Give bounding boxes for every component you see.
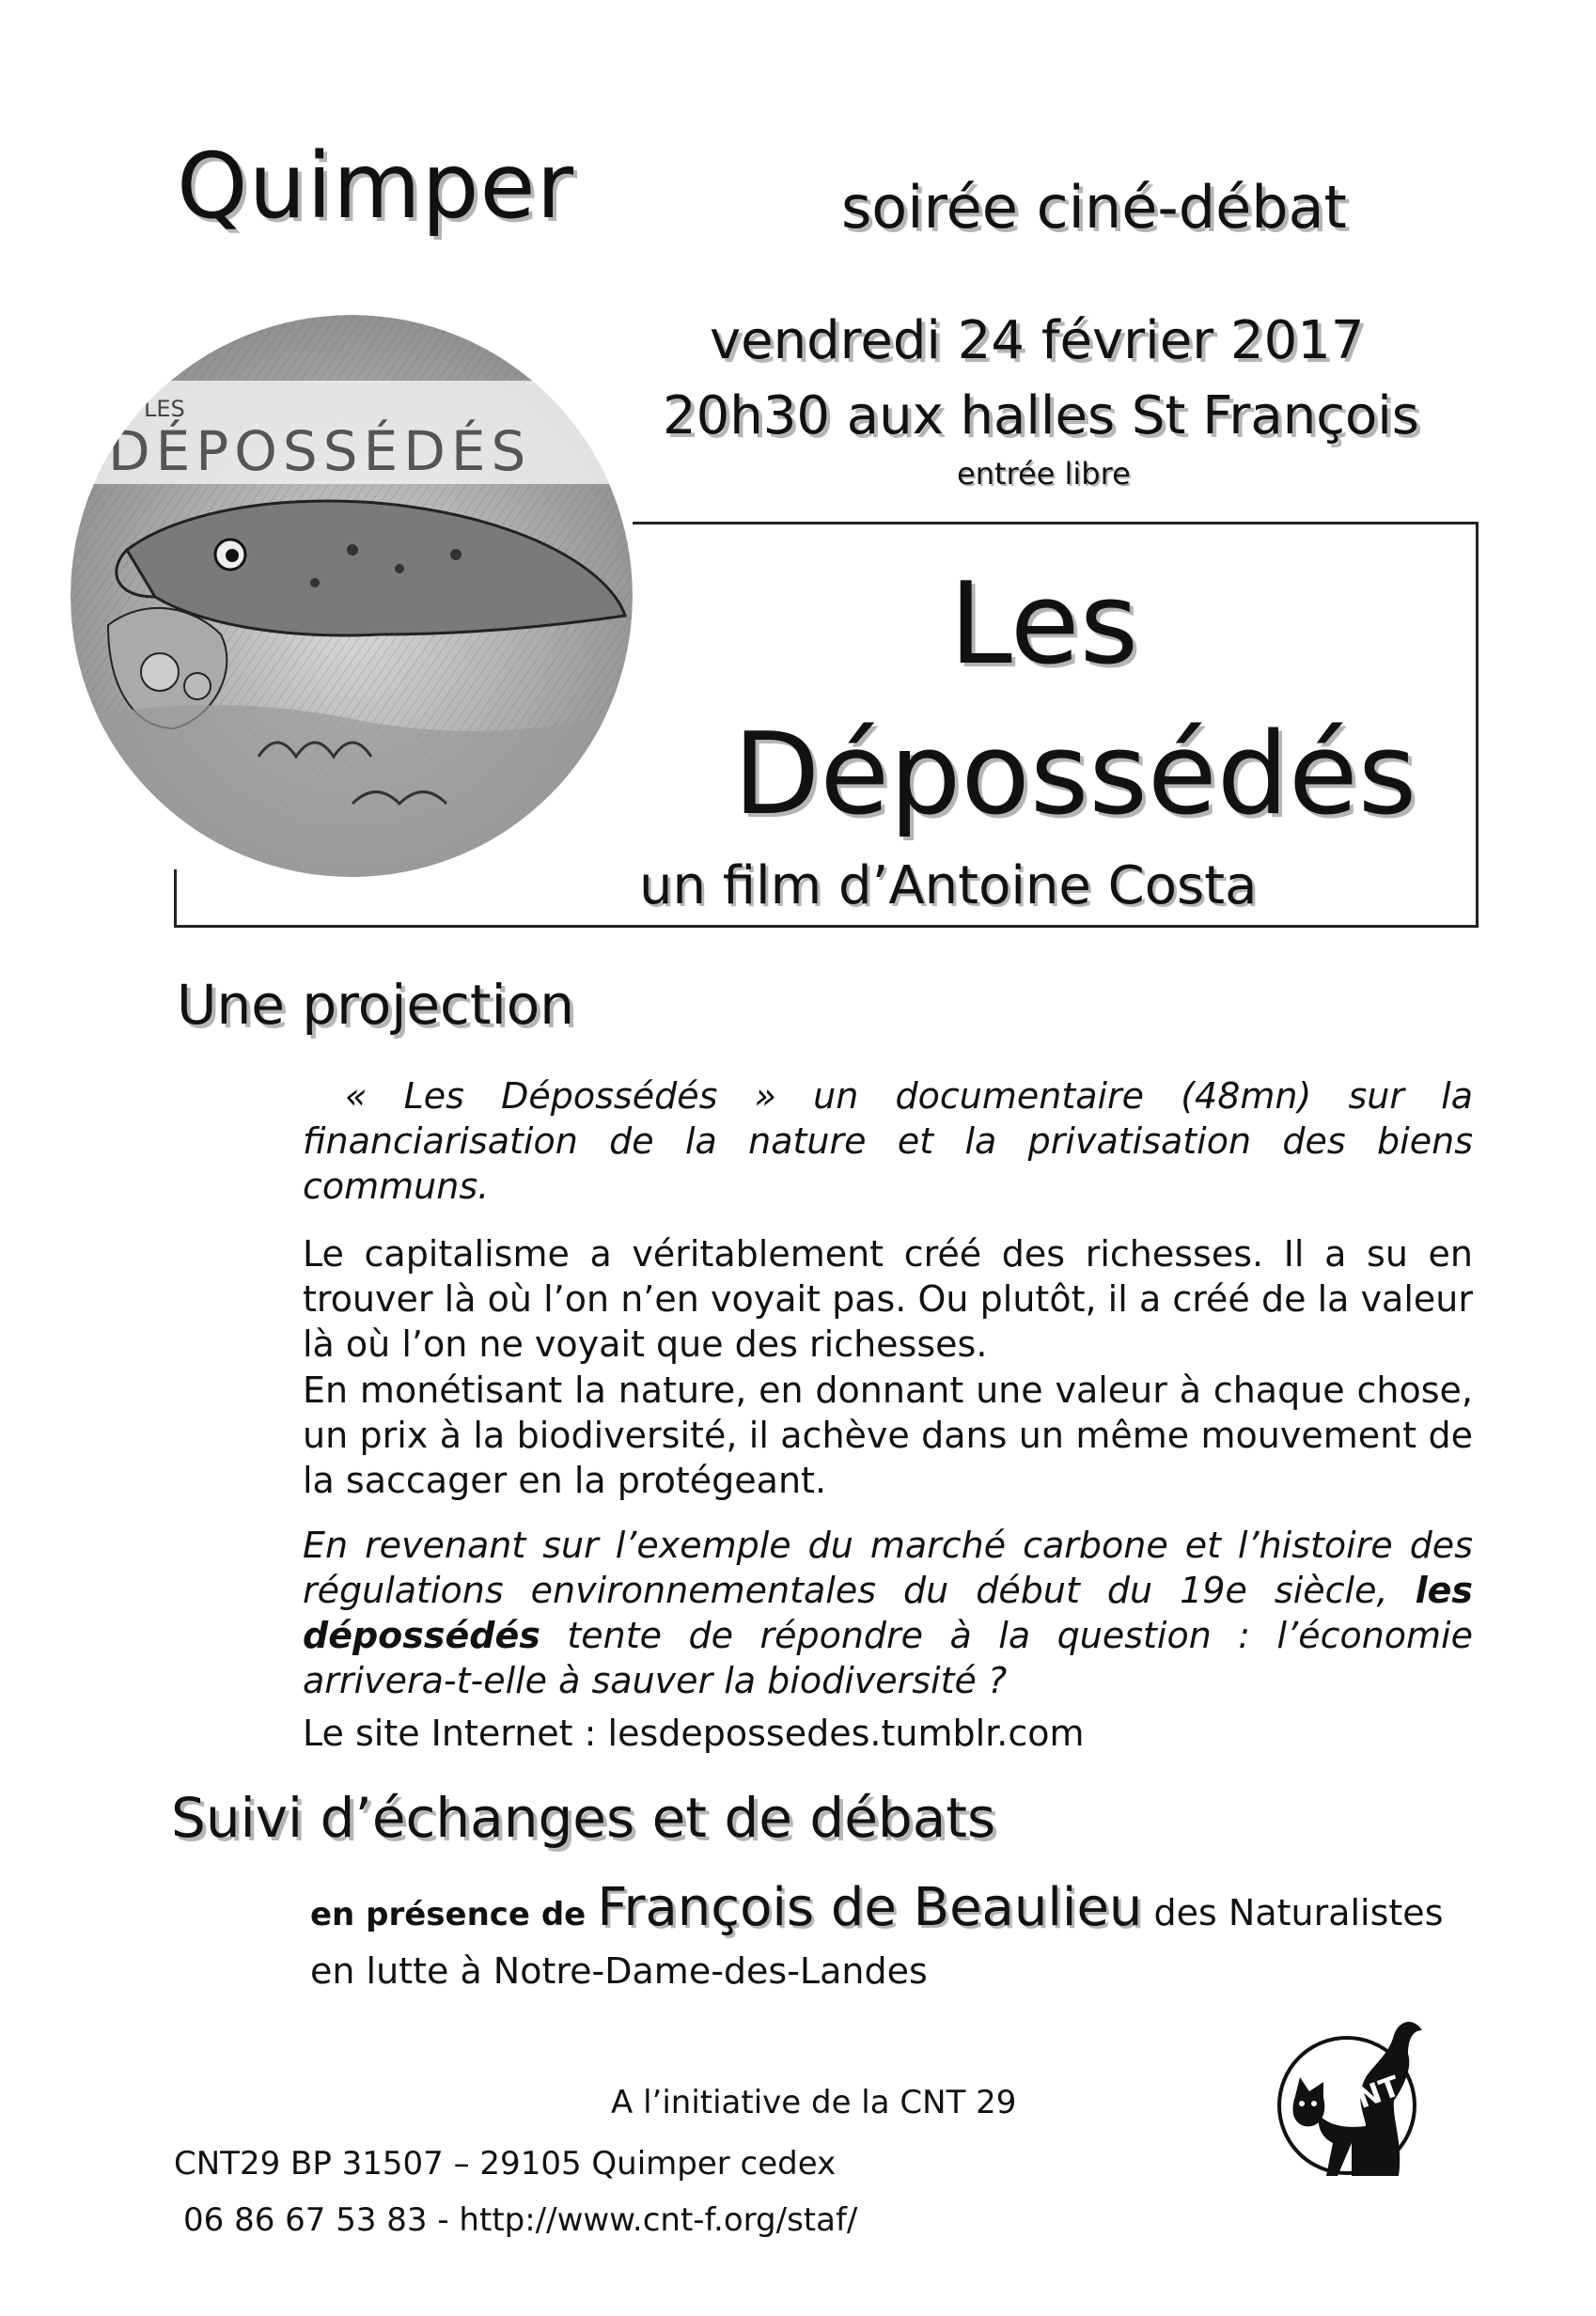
p4-end: tente de répondre à la question : l’économie arrivera-t-elle à sauver la biodiversité ? — [303, 1615, 1473, 1701]
film-poster-image — [70, 315, 633, 877]
film-website: Le site Internet : lesdepossedes.tumblr.com — [303, 1713, 1085, 1754]
film-title-line1: Les — [949, 559, 1139, 690]
projection-paragraph-2: Le capitalisme a véritablement créé des richesses. Il a su en trouver là où l’on n’en voyait pas. Ou plutôt, il a créé de la valeur là où l’on ne voyait que des richesses. — [303, 1233, 1473, 1365]
guest-description: des Naturalistes en lutte à Notre-Dame-des-Landes — [310, 1892, 1444, 1992]
frame-left-edge — [174, 869, 177, 928]
guest-lead: en présence de — [310, 1896, 587, 1933]
projection-paragraph-1: « Les Dépossédés » un documentaire (48mn) sur la financiarisation de la nature et la privatisation des biens communs. — [303, 1075, 1473, 1207]
projection-paragraph-3: En monétisant la nature, en donnant une valeur à chaque chose, un prix à la biodiversité, il achève dans un même mouvement de la saccager en la protégeant. — [303, 1369, 1473, 1501]
film-author: un film d’Antoine Costa — [639, 855, 1258, 916]
film-title-line2: Dépossédés — [733, 710, 1417, 840]
cnt-cat-logo — [1272, 2011, 1441, 2181]
city-title: Quimper — [177, 133, 575, 239]
poster-label-large: DÉPOSSÉDÉS — [108, 419, 532, 483]
event-date: vendredi 24 février 2017 — [710, 310, 1365, 371]
event-type: soirée ciné-débat — [841, 173, 1347, 242]
poster-label-small: LES — [144, 396, 185, 422]
contact-info: 06 86 67 53 83 - http://www.cnt-f.org/staf/ — [183, 2201, 858, 2239]
guest-info — [310, 1877, 1480, 1999]
initiative-text: A l’initiative de la CNT 29 — [611, 2084, 1017, 2121]
projection-heading: Une projection — [177, 973, 574, 1037]
projection-paragraph-4 — [303, 1523, 1473, 1703]
logo-text: CNT — [1333, 2070, 1405, 2123]
postal-address: CNT29 BP 31507 – 29105 Quimper cedex — [174, 2145, 837, 2183]
p4-bold: les dépossédés — [303, 1570, 1473, 1656]
event-time-place: 20h30 aux halles St François — [663, 385, 1419, 446]
guest-name: François de Beaulieu — [597, 1877, 1143, 1938]
entry-info: entrée libre — [957, 456, 1131, 492]
debate-heading: Suivi d’échanges et de débats — [171, 1786, 996, 1850]
p4-start: En revenant sur l’exemple du marché carbone et l’histoire des régulations environnementales du début du 19e siècle, — [303, 1525, 1473, 1611]
